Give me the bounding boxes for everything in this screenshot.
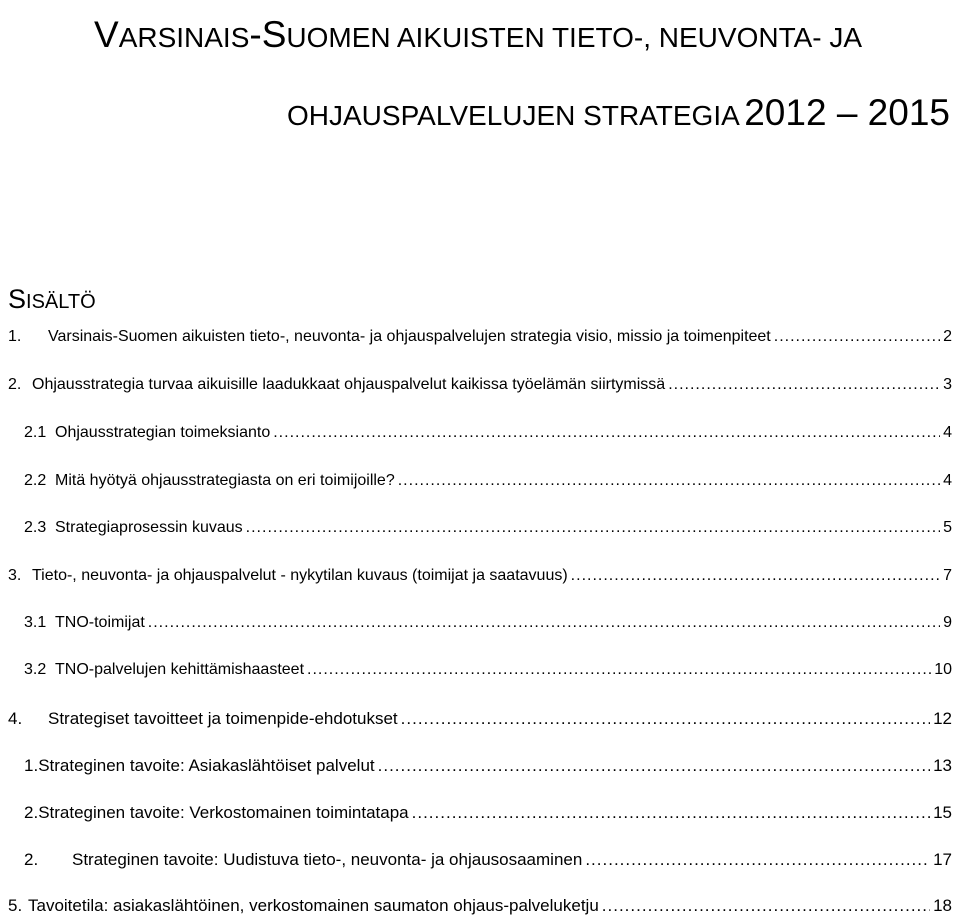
toc-entry-number: 4.: [8, 709, 23, 728]
toc-entry-number: 3.1: [24, 614, 47, 631]
toc-entry-text: Strategiset tavoitteet ja toimenpide-ehdotukset: [48, 709, 398, 728]
toc-entry-number: 2.: [8, 376, 22, 393]
toc-entry-text: Tavoitetila: asiakaslähtöinen, verkostomainen saumaton ohjaus-palveluketju: [28, 896, 599, 915]
toc-leader-dots: [273, 424, 940, 442]
toc-leader-dots: [571, 567, 940, 585]
toc-entry-number: 2.: [24, 850, 39, 869]
toc-entry-page: 4: [943, 472, 952, 489]
title-initial-s: S: [261, 14, 287, 55]
toc-entry-number: 3.: [8, 567, 22, 584]
toc-entry-text: TNO-palvelujen kehittämishaasteet: [55, 661, 305, 678]
document-title-line-2: [287, 92, 950, 134]
toc-entry-number: 3.2: [24, 661, 47, 678]
toc-entry-text: Tieto-, neuvonta- ja ohjauspalvelut - nykytilan kuvaus (toimijat ja saatavuus): [32, 567, 568, 584]
toc-heading-rest: ISÄLTÖ: [26, 291, 96, 313]
title-initial-v: V: [94, 14, 119, 55]
toc-entry-text: Strategiaprosessin kuvaus: [55, 519, 243, 536]
toc-entry-text: Strateginen tavoite: Verkostomainen toimintatapa: [38, 803, 409, 822]
toc-leader-dots: [602, 896, 930, 916]
title-words-strategia: OHJAUSPALVELUJEN STRATEGIA: [287, 100, 740, 131]
toc-leader-dots: [307, 661, 931, 679]
toc-entry-5[interactable]: [0, 896, 952, 920]
toc-leader-dots: [148, 614, 940, 632]
toc-entry-number: 1.: [8, 328, 22, 345]
toc-leader-dots: [774, 328, 940, 346]
toc-entry-page: 18: [933, 896, 952, 915]
toc-entry-page: 5: [943, 519, 952, 536]
toc-entry-3[interactable]: [0, 567, 952, 591]
toc-entry-page: 9: [943, 614, 952, 631]
toc-entry-text: Strateginen tavoite: Uudistuva tieto-, neuvonta- ja ohjausosaaminen: [72, 850, 583, 869]
toc-entry-goal-3[interactable]: [0, 850, 952, 874]
toc-leader-dots: [668, 376, 940, 394]
toc-entry-number: 5.: [8, 896, 23, 915]
toc-entry-page: 2: [943, 328, 952, 345]
toc-entry-page: 3: [943, 376, 952, 393]
toc-entry-number: 2.1: [24, 424, 47, 441]
toc-heading-initial: S: [8, 284, 27, 314]
title-words-suomen: UOMEN AIKUISTEN TIETO: [286, 22, 634, 53]
toc-entry-page: 10: [934, 661, 952, 678]
toc-entry-text: Ohjausstrategia turvaa aikuisille laadukkaat ohjauspalvelut kaikissa työelämän siirtymissä: [32, 376, 666, 393]
toc-entry-page: 7: [943, 567, 952, 584]
toc-entry-number: 2.3: [24, 519, 47, 536]
toc-entry-goal-1[interactable]: [0, 756, 952, 780]
toc-entry-text: TNO-toimijat: [55, 614, 145, 631]
toc-heading: [8, 284, 96, 315]
toc-entry-2-2[interactable]: [0, 472, 952, 496]
title-words-neuvonta: -, NEUVONTA- JA: [633, 22, 863, 53]
toc-entry-text: Mitä hyötyä ohjausstrategiasta on eri toimijoille?: [55, 472, 395, 489]
toc-leader-dots: [412, 803, 930, 823]
toc-entry-page: 13: [933, 756, 952, 775]
toc-entry-text: Strateginen tavoite: Asiakaslähtöiset palvelut: [38, 756, 375, 775]
toc-leader-dots: [246, 519, 940, 537]
toc-entry-goal-2[interactable]: [0, 803, 952, 827]
toc-entry-page: 12: [933, 709, 952, 728]
toc-entry-3-2[interactable]: [0, 661, 952, 685]
toc-entry-page: 4: [943, 424, 952, 441]
title-word-varsinais: ARSINAIS: [118, 22, 250, 53]
document-title-line-1: [94, 14, 862, 56]
toc-entry-page: 15: [933, 803, 952, 822]
toc-entry-2-1[interactable]: [0, 424, 952, 448]
toc-entry-page: 17: [933, 850, 952, 869]
toc-entry-2[interactable]: [0, 376, 952, 400]
toc-leader-dots: [585, 850, 930, 870]
toc-entry-text: Ohjausstrategian toimeksianto: [55, 424, 271, 441]
toc-entry-3-1[interactable]: [0, 614, 952, 638]
toc-entry-2-3[interactable]: [0, 519, 952, 543]
toc-leader-dots: [401, 709, 930, 729]
toc-entry-4[interactable]: [0, 709, 952, 733]
toc-entry-1[interactable]: [0, 328, 952, 352]
toc-entry-number: 2.: [24, 803, 39, 822]
title-years: 2012 – 2015: [744, 92, 950, 133]
toc-entry-number: 1.: [24, 756, 39, 775]
toc-leader-dots: [378, 756, 930, 776]
title-dash: -: [249, 14, 262, 55]
toc-leader-dots: [398, 472, 940, 490]
toc-entry-number: 2.2: [24, 472, 47, 489]
toc-entry-text: Varsinais-Suomen aikuisten tieto-, neuvonta- ja ohjauspalvelujen strategia visio, missio ja toimenpiteet: [48, 328, 771, 345]
